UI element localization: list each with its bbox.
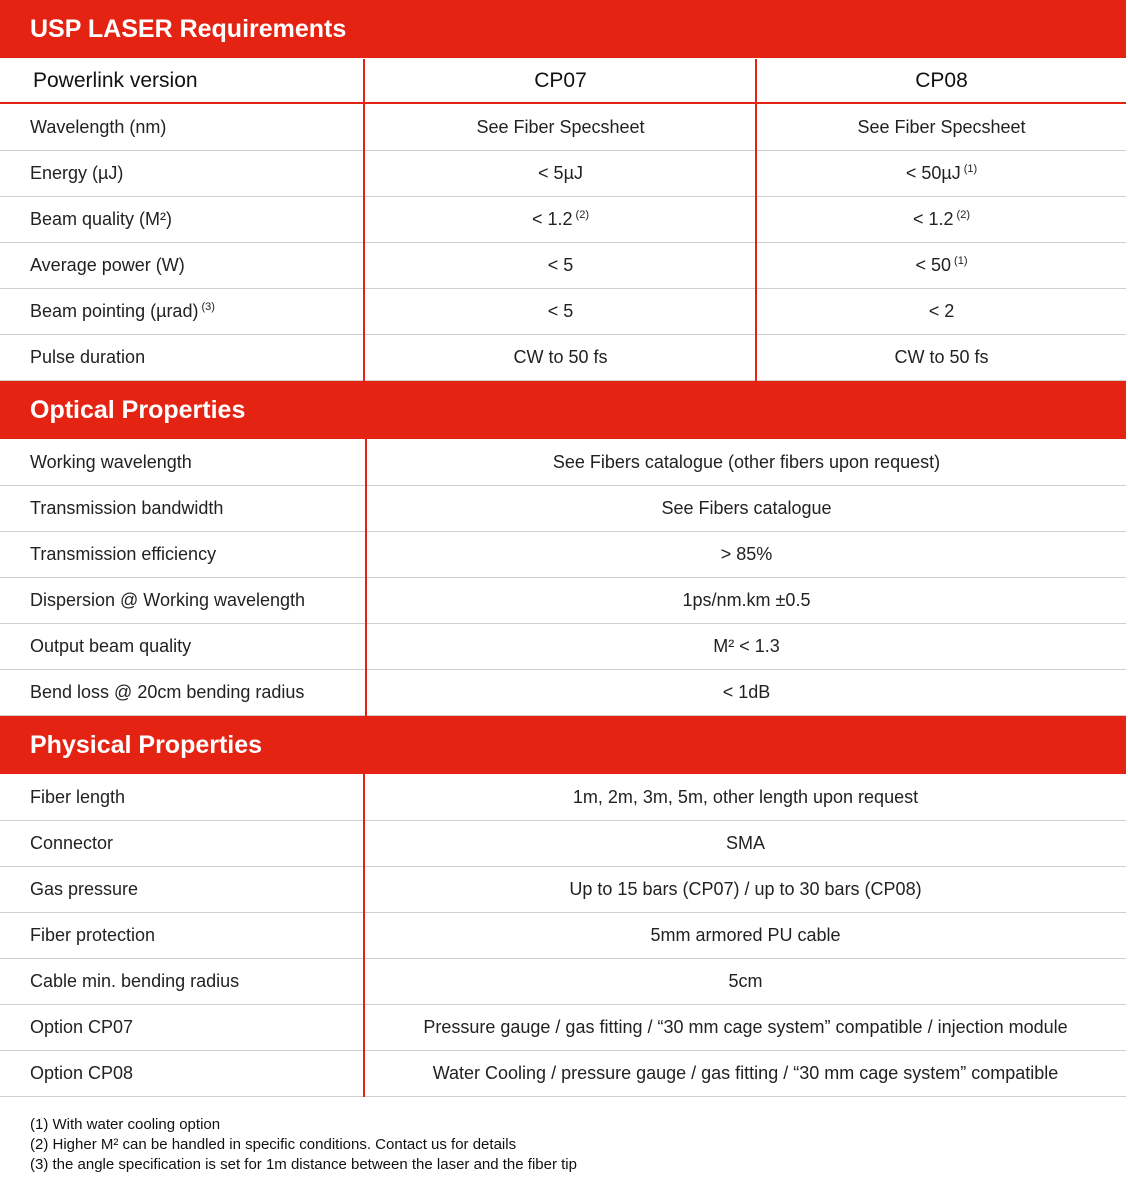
physical-row	[0, 821, 1126, 867]
optical-row-value: 1ps/nm.km ±0.5	[682, 590, 811, 610]
laser-row-cp08	[757, 105, 1126, 150]
laser-row-label-text: Wavelength (nm)	[30, 117, 167, 137]
laser-row-label	[30, 289, 215, 334]
laser-row-label-text: Beam pointing (µrad)	[30, 301, 199, 321]
optical-row-value: < 1dB	[722, 682, 771, 702]
physical-row-label: Option CP08	[30, 1063, 134, 1083]
section-header-physical	[0, 716, 1126, 774]
laser-row-cp07-sup: (2)	[575, 209, 589, 221]
physical-row-value: 5mm armored PU cable	[650, 925, 841, 945]
laser-row-label	[30, 105, 166, 150]
laser-row-cp07	[365, 151, 756, 196]
version-header-label: Powerlink version	[33, 69, 198, 92]
laser-row-cp08-text: See Fiber Specsheet	[857, 117, 1026, 137]
footnotes	[30, 1115, 577, 1175]
laser-row	[0, 197, 1126, 243]
optical-row-value: > 85%	[720, 544, 773, 564]
optical-row-value: M² < 1.3	[713, 636, 780, 656]
physical-row-value: 1m, 2m, 3m, 5m, other length upon request	[572, 787, 919, 807]
physical-row	[0, 1005, 1126, 1051]
laser-row-label-text: Energy (µJ)	[30, 163, 124, 183]
physical-row-value: SMA	[725, 833, 765, 853]
optical-row	[0, 578, 1126, 624]
optical-row	[0, 486, 1126, 532]
physical-row	[0, 775, 1126, 821]
physical-row	[0, 959, 1126, 1005]
laser-row-cp08	[757, 289, 1126, 334]
physical-row	[0, 913, 1126, 959]
section-title-laser: USP LASER Requirements	[30, 15, 347, 43]
physical-row-label: Cable min. bending radius	[30, 971, 240, 991]
physical-row-label: Fiber length	[30, 787, 126, 807]
laser-row-cp07	[365, 197, 756, 242]
laser-divider-2	[755, 59, 757, 381]
laser-row-cp08	[757, 335, 1126, 380]
version-header-row	[0, 59, 1126, 104]
physical-row-label: Fiber protection	[30, 925, 156, 945]
laser-row	[0, 335, 1126, 381]
optical-row-value: See Fibers catalogue	[661, 498, 832, 518]
laser-row	[0, 151, 1126, 197]
physical-row-value: 5cm	[728, 971, 763, 991]
footnote-2: (2) Higher M² can be handled in specific conditions. Contact us for details	[30, 1136, 517, 1153]
laser-divider-1	[363, 59, 365, 381]
laser-row-cp07-text: < 5	[547, 255, 574, 275]
laser-row-cp07	[365, 243, 756, 288]
laser-row-label-sup: (3)	[201, 301, 215, 313]
physical-row	[0, 867, 1126, 913]
laser-row-cp07-text: < 5µJ	[538, 163, 583, 183]
physical-row-value: Pressure gauge / gas fitting / “30 mm cage system” compatible / injection module	[423, 1017, 1068, 1037]
laser-row-cp08-sup: (2)	[956, 209, 970, 221]
optical-row	[0, 670, 1126, 716]
optical-row-label: Bend loss @ 20cm bending radius	[30, 682, 305, 702]
laser-row-label-text: Average power (W)	[30, 255, 185, 275]
physical-row	[0, 1051, 1126, 1097]
laser-row-label-text: Pulse duration	[30, 347, 146, 367]
laser-row-label-text: Beam quality (M²)	[30, 209, 173, 229]
laser-row-cp08	[757, 151, 1126, 196]
laser-row-label	[30, 243, 185, 288]
optical-row	[0, 532, 1126, 578]
optical-row-value: See Fibers catalogue (other fibers upon request)	[552, 452, 941, 472]
laser-row-cp08-text: < 50	[915, 255, 952, 275]
version-header-cp07: CP07	[534, 69, 587, 92]
laser-row-cp08-sup: (1)	[963, 163, 978, 175]
physical-row-value: Up to 15 bars (CP07) / up to 30 bars (CP08)	[569, 879, 922, 899]
footnote-3: (3) the angle specification is set for 1m distance between the laser and the fiber tip	[30, 1156, 577, 1173]
optical-row-label: Transmission bandwidth	[30, 498, 224, 518]
optical-row	[0, 440, 1126, 486]
optical-row-label: Working wavelength	[30, 452, 192, 472]
optical-row-label: Output beam quality	[30, 636, 192, 656]
physical-row-label: Gas pressure	[30, 879, 139, 899]
laser-row-label	[30, 151, 123, 196]
laser-row-cp07-text: < 5	[547, 301, 574, 321]
optical-row-label: Dispersion @ Working wavelength	[30, 590, 306, 610]
laser-row-cp08	[757, 243, 1126, 288]
laser-row-cp08-sup: (1)	[954, 255, 968, 267]
section-header-optical	[0, 381, 1126, 439]
laser-row-cp07-text: CW to 50 fs	[513, 347, 608, 367]
laser-row-cp08	[757, 197, 1126, 242]
optical-row-label: Transmission efficiency	[30, 544, 217, 564]
footnote-1: (1) With water cooling option	[30, 1116, 221, 1133]
laser-row-cp08-text: < 1.2	[913, 209, 954, 229]
laser-row-cp07-text: < 1.2	[532, 209, 573, 229]
laser-row-cp07	[365, 289, 756, 334]
laser-row-cp07	[365, 105, 756, 150]
laser-row	[0, 289, 1126, 335]
laser-row-label	[30, 335, 145, 380]
physical-divider	[363, 774, 365, 1097]
laser-row-cp07	[365, 335, 756, 380]
laser-row-label	[30, 197, 172, 242]
optical-divider	[365, 439, 367, 716]
laser-row-cp08-text: < 2	[928, 301, 955, 321]
laser-row	[0, 243, 1126, 289]
laser-row-cp08-text: CW to 50 fs	[894, 347, 989, 367]
section-title-physical: Physical Properties	[30, 731, 263, 759]
optical-row	[0, 624, 1126, 670]
physical-row-label: Connector	[30, 833, 114, 853]
physical-row-value: Water Cooling / pressure gauge / gas fitting / “30 mm cage system” compatible	[432, 1063, 1059, 1083]
section-header-laser	[0, 0, 1126, 58]
physical-row-label: Option CP07	[30, 1017, 134, 1037]
laser-row-cp07-text: See Fiber Specsheet	[476, 117, 645, 137]
laser-row-cp08-text: < 50µJ	[905, 163, 961, 183]
version-header-cp08: CP08	[915, 69, 968, 92]
section-title-optical: Optical Properties	[30, 396, 246, 424]
laser-row	[0, 105, 1126, 151]
